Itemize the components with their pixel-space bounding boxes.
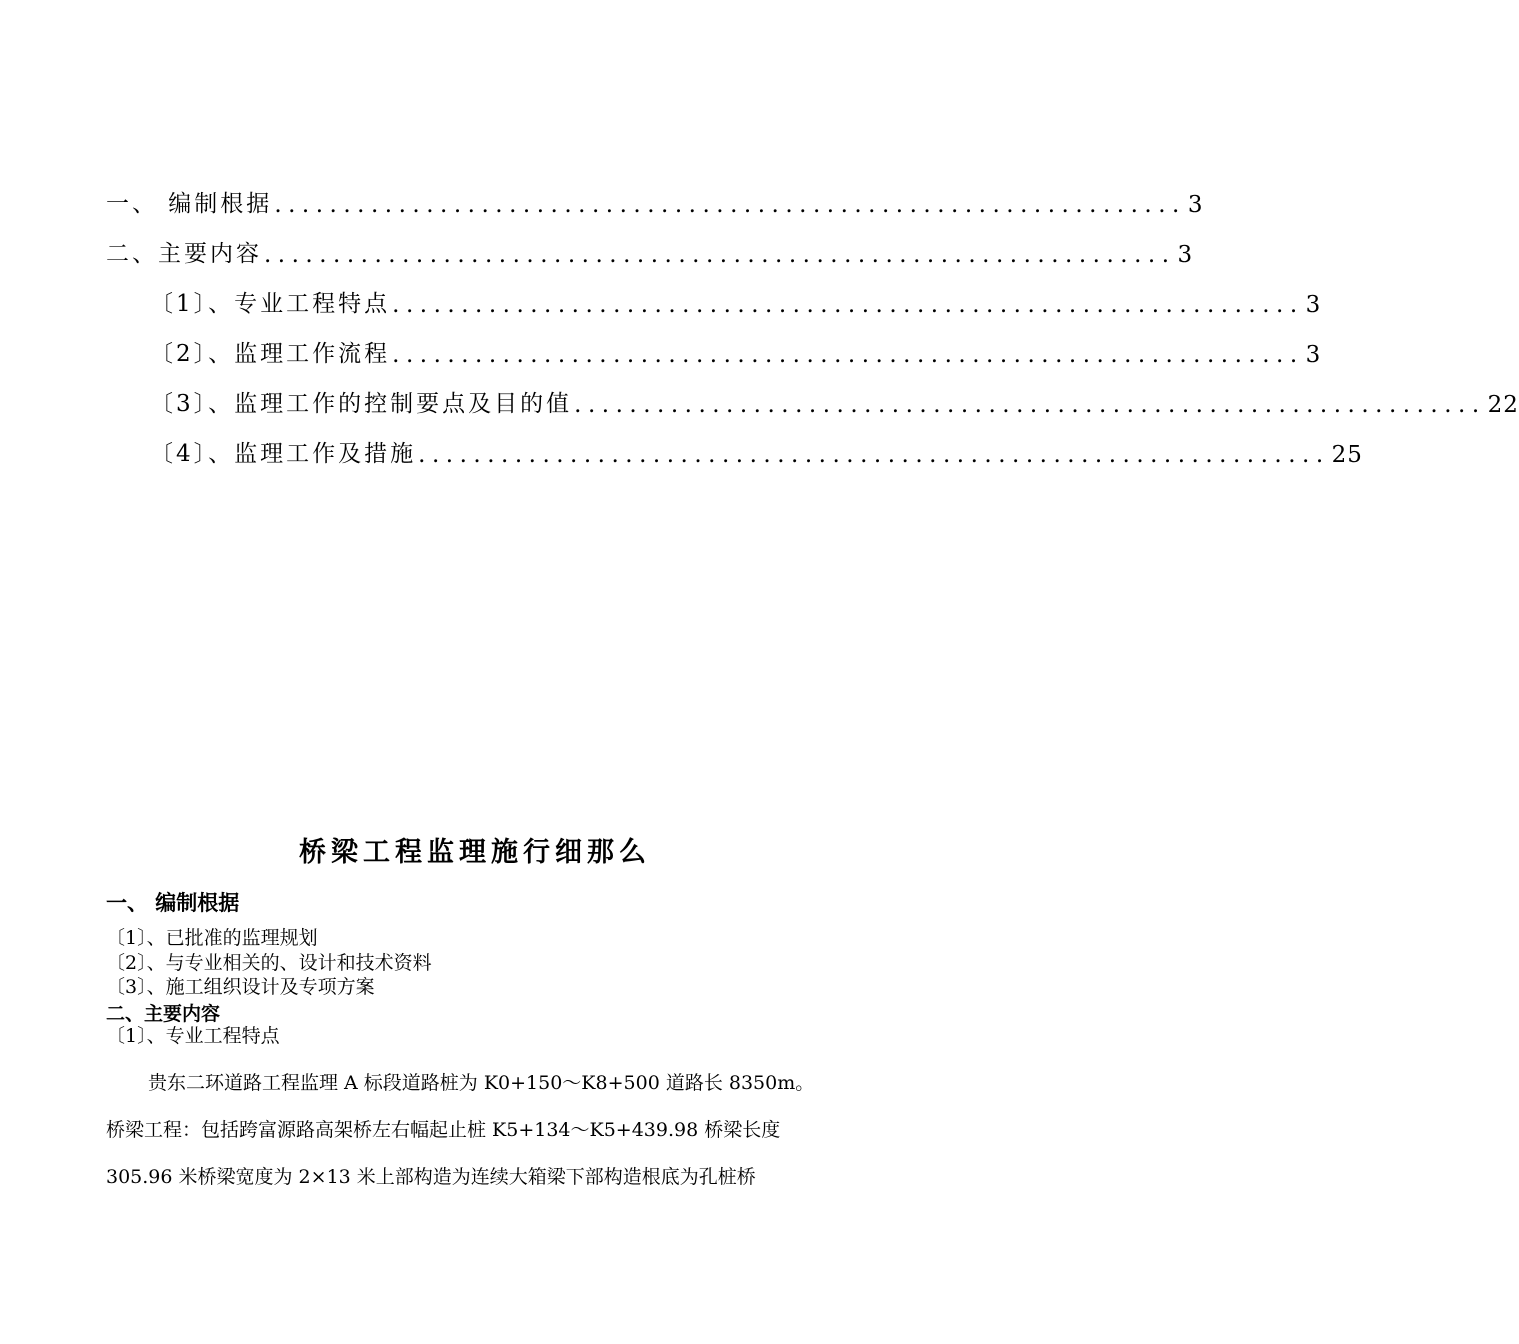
toc-leader-dots: ..................................................................: [392, 342, 1304, 368]
toc-entry[interactable]: [106, 234, 1194, 268]
toc-leader-dots: ..................................................................: [264, 242, 1176, 268]
subsection-heading: 〔1〕、专业工程特点: [106, 1025, 280, 1047]
toc-leader-dots: ..................................................................: [574, 392, 1486, 418]
toc-page-number: 25: [1331, 442, 1363, 468]
toc-label: 〔2〕、监理工作流程: [150, 341, 391, 367]
toc-leader-dots: ..................................................................: [418, 442, 1330, 468]
list-item: 〔3〕、施工组织设计及专项方案: [106, 976, 375, 998]
toc-page-number: 3: [1305, 342, 1322, 368]
paragraph-line: 贵东二环道路工程监理 A 标段道路桩为 K0+150～K8+500 道路长 8350m。: [148, 1072, 815, 1094]
toc-label: 〔3〕、监理工作的控制要点及目的值: [150, 391, 573, 417]
paragraph-line: 桥梁工程：包括跨富源路高架桥左右幅起止桩 K5+134～K5+439.98 桥梁长度: [106, 1119, 781, 1141]
toc-page-number: 3: [1305, 292, 1322, 318]
toc-leader-dots: ..................................................................: [274, 192, 1186, 218]
toc-entry[interactable]: [150, 384, 1519, 418]
toc-page-number: 22: [1487, 392, 1519, 418]
toc-entry[interactable]: [150, 434, 1363, 468]
toc-leader-dots: ..................................................................: [392, 292, 1304, 318]
toc-entry[interactable]: [106, 184, 1204, 218]
toc-page-number: 3: [1177, 242, 1194, 268]
toc-label: 〔1〕、专业工程特点: [150, 291, 391, 317]
toc-page-number: 3: [1187, 192, 1204, 218]
toc-entry[interactable]: [150, 334, 1322, 368]
toc-label: 〔4〕、监理工作及措施: [150, 441, 417, 467]
section-heading: 二、主要内容: [106, 1003, 221, 1025]
toc-label: 一、 编制根据: [106, 191, 273, 217]
paragraph-line: 305.96 米桥梁宽度为 2×13 米上部构造为连续大箱梁下部构造根底为孔桩桥: [106, 1166, 756, 1188]
section-heading: 一、 编制根据: [106, 891, 240, 915]
list-item: 〔2〕、与专业相关的、设计和技术资料: [106, 952, 432, 974]
toc-entry[interactable]: [150, 284, 1322, 318]
toc-label: 二、主要内容: [106, 241, 262, 267]
list-item: 〔1〕、已批准的监理规划: [106, 927, 318, 949]
document-title: 桥梁工程监理施行细那么: [299, 837, 651, 868]
